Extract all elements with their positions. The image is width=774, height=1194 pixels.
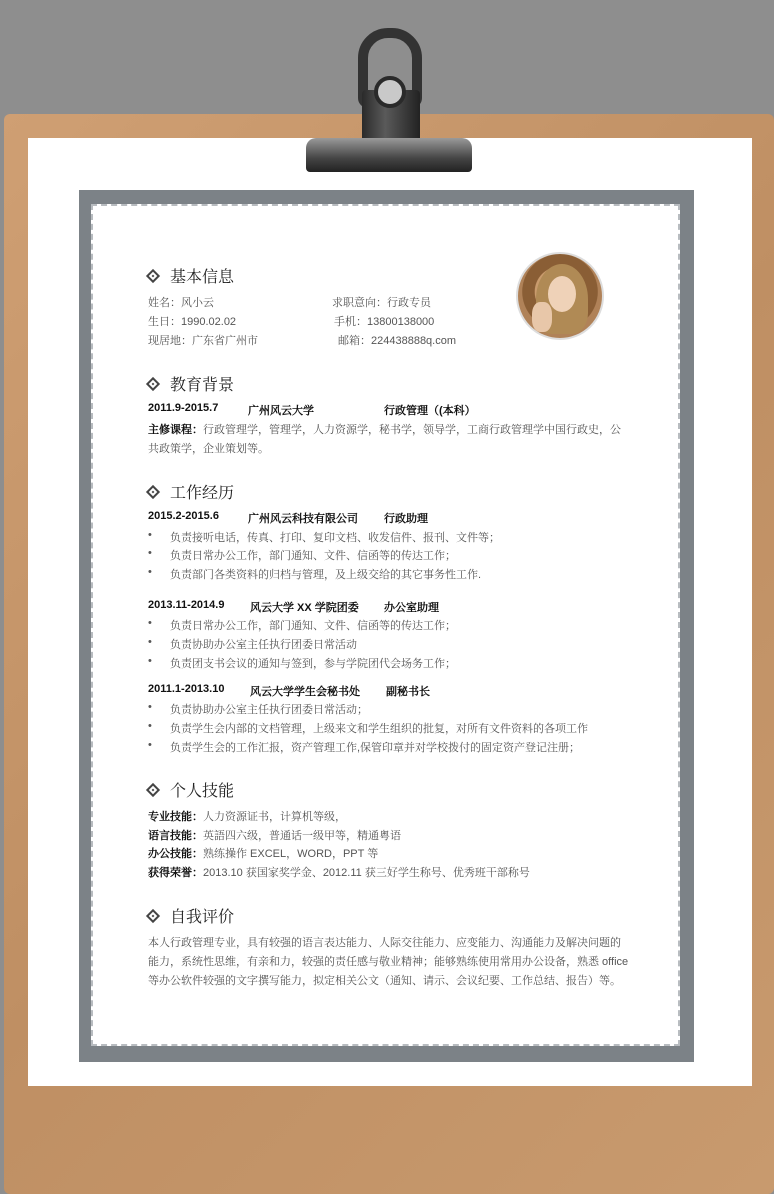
basic-location: 现居地：广东省广州市 xyxy=(148,335,258,347)
job-duty: • 负责团支书会议的通知与签到，参与学院团代会场务工作； xyxy=(148,655,456,670)
job-company: 广州风云科技有限公司 xyxy=(248,513,358,525)
job-role: 副秘书长 xyxy=(386,686,430,698)
self-eval-line: 本人行政管理专业，具有较强的语言表达能力、人际交往能力、应变能力、沟通能力及解决问题的 xyxy=(148,937,621,949)
diamond-icon xyxy=(146,268,160,282)
skill-item: 专业技能：人力资源证书，计算机等级， xyxy=(148,811,346,823)
diamond-icon xyxy=(146,484,160,498)
skill-item: 获得荣誉：2013.10 获国家奖学金、2012.11 获三好学生称号、优秀班干部称号 xyxy=(148,867,530,879)
education-school: 广州风云大学 xyxy=(248,405,314,417)
diamond-icon xyxy=(146,782,160,796)
binder-clip-icon xyxy=(300,28,478,174)
section-title-basic: 基本信息 xyxy=(148,264,234,287)
job-duty: • 负责日常办公工作，部门通知、文件、信函等的传达工作； xyxy=(148,547,456,562)
section-title-education: 教育背景 xyxy=(148,372,234,395)
job-duty: • 负责学生会内部的文档管理，上级来文和学生组织的批复，对所有文件资料的各项工作 xyxy=(148,720,588,735)
job-duty: • 负责学生会的工作汇报，资产管理工作,保管印章并对学校拨付的固定资产登记注册； xyxy=(148,739,581,754)
job-period: 2013.11-2014.9 xyxy=(148,599,225,611)
skill-item: 语言技能：英語四六级，普通话一级甲等，精通粤语 xyxy=(148,830,401,842)
job-duty: • 负责协助办公室主任执行团委日常活动； xyxy=(148,701,368,716)
profile-photo xyxy=(516,252,604,340)
education-courses-cont: 共政策学，企业策划等。 xyxy=(148,443,269,455)
self-eval-line: 等办公软件较强的文字撰写能力，拟定相关公文（通知、请示、会议纪要、工作总结、报告）等。 xyxy=(148,975,621,987)
job-duty: • 负责协助办公室主任执行团委日常活动 xyxy=(148,636,357,651)
job-role: 行政助理 xyxy=(384,513,428,525)
skill-item: 办公技能：熟练操作 EXCEL，WORD，PPT 等 xyxy=(148,848,379,860)
basic-birth: 生日：1990.02.02 xyxy=(148,316,237,328)
job-duty: • 负责接听电话，传真、打印、复印文档、收发信件、报刊、文件等； xyxy=(148,529,500,544)
job-period: 2011.1-2013.10 xyxy=(148,683,225,695)
diamond-icon xyxy=(146,908,160,922)
section-title-self: 自我评价 xyxy=(148,904,234,927)
job-role: 办公室助理 xyxy=(384,602,439,614)
basic-name: 姓名：风小云 xyxy=(148,297,214,309)
self-eval-line: 能力，系统性思维，有亲和力，较强的责任感与敬业精神；能够熟练使用常用办公设备，熟悉 office xyxy=(148,956,629,968)
education-courses: 主修课程：行政管理学，管理学，人力资源学，秘书学，领导学，工商行政管理学中国行政史，公 xyxy=(148,424,621,436)
section-title-skills: 个人技能 xyxy=(148,778,234,801)
job-company: 风云大学 XX 学院团委 xyxy=(250,602,359,614)
job-duty: • 负责日常办公工作，部门通知、文件、信函等的传达工作； xyxy=(148,617,456,632)
basic-email: 邮箱：224438888q.com xyxy=(338,335,457,347)
basic-objective: 求职意向：行政专员 xyxy=(332,297,431,309)
section-title-work: 工作经历 xyxy=(148,480,234,503)
job-period: 2015.2-2015.6 xyxy=(148,510,219,522)
basic-phone: 手机：13800138000 xyxy=(334,316,435,328)
education-period: 2011.9-2015.7 xyxy=(148,402,219,414)
education-major: 行政管理（(本科） xyxy=(384,405,476,417)
diamond-icon xyxy=(146,376,160,390)
job-company: 风云大学学生会秘书处 xyxy=(250,686,360,698)
job-duty: • 负责部门各类资料的归档与管理，及上级交给的其它事务性工作. xyxy=(148,566,482,581)
